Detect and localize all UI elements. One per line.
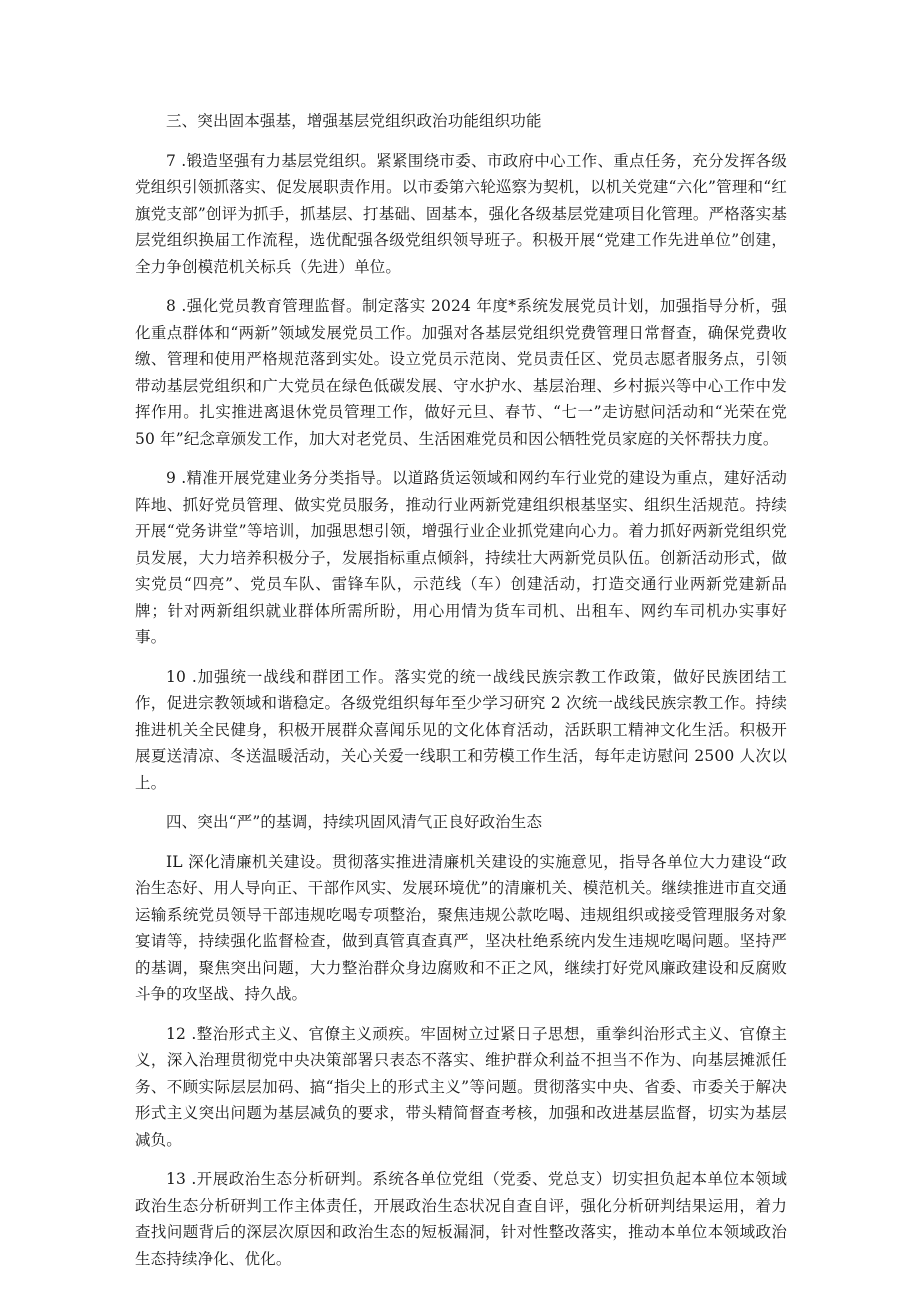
- paragraph-item-7: 7 .锻造坚强有力基层党组织。紧紧围绕市委、市政府中心工作、重点任务，充分发挥各级党组织引领抓落实、促发展职责作用。以市委第六轮巡察为契机，以机关党建“六化”管理和“红旗党支部”创评为抓手，抓基层、打基础、固基本，强化各级基层党建项目化管理。严格落实基层党组织换届工作流程，选优配强各级党组织领导班子。积极开展“党建工作先进单位”创建，全力争创模范机关标兵（先进）单位。: [135, 151, 787, 276]
- paragraph-item-11: IL 深化清廉机关建设。贯彻落实推进清廉机关建设的实施意见，指导各单位大力建设“政治生态好、用人导向正、干部作风实、发展环境优”的清廉机关、模范机关。继续推进市直交通运输系统党员领导干部违规吃喝专项整治，聚焦违规公款吃喝、违规组织或接受管理服务对象宴请等，持续强化监督检查，做到真管真查真严，坚决杜绝系统内发生违规吃喝问题。坚持严的基调，聚焦突出问题，大力整治群众身边腐败和不正之风，继续打好党风廉政建设和反腐败斗争的攻坚战、持久战。: [135, 852, 787, 1003]
- paragraph-item-9: 9 .精准开展党建业务分类指导。以道路货运领域和网约车行业党的建设为重点，建好活动阵地、抓好党员管理、做实党员服务，推动行业两新党建组织根基坚实、组织生活规范。持续开展“党务讲堂”等培训，加强思想引领，增强行业企业抓党建向心力。着力抓好两新党组织党员发展，大力培养积极分子，发展指标重点倾斜，持续壮大两新党员队伍。创新活动形式，做实党员“四亮”、党员车队、雷锋车队，示范线（车）创建活动，打造交通行业两新党建新品牌；针对两新组织就业群体所需所盼，用心用情为货车司机、出租车、网约车司机办实事好事。: [135, 469, 787, 646]
- document-body: [135, 108, 787, 1285]
- paragraph-item-12: 12 .整治形式主义、官僚主义顽疾。牢固树立过紧日子思想，重拳纠治形式主义、官僚主义，深入治理贯彻党中央决策部署只表态不落实、维护群众利益不担当不作为、向基层摊派任务、不顾实际层层加码、搞“指尖上的形式主义”等问题。贯彻落实中央、省委、市委关于解决形式主义突出问题为基层减负的要求，带头精简督查考核，加强和改进基层监督，切实为基层减负。: [135, 1024, 787, 1149]
- paragraph-item-8: 8 .强化党员教育管理监督。制定落实 2024 年度*系统发展党员计划，加强指导分析，强化重点群体和“两新”领域发展党员工作。加强对各基层党组织党费管理日常督查，确保党费收缴、管理和使用严格规范落到实处。设立党员示范岗、党员责任区、党员志愿者服务点，引领带动基层党组织和广大党员在绿色低碳发展、守水护水、基层治理、乡村振兴等中心工作中发挥作用。扎实推进离退休党员管理工作，做好元旦、春节、“七一”走访慰问活动和“光荣在党 50 年”纪念章颁发工作，加大对老党员、生活困难党员和因公牺牲党员家庭的关怀帮扶力度。: [135, 297, 787, 448]
- section-heading: 三、突出固本强基，增强基层党组织政治功能组织功能: [166, 112, 542, 130]
- section-heading: 四、突出“严”的基调，持续巩固风清气正良好政治生态: [166, 813, 543, 831]
- paragraph-item-13: 13 .开展政治生态分析研判。系统各单位党组（党委、党总支）切实担负起本单位本领域政治生态分析研判工作主体责任，开展政治生态状况自查自评，强化分析研判结果运用，着力查找问题背后的深层次原因和政治生态的短板漏洞，针对性整改落实，推动本单位本领域政治生态持续净化、优化。: [135, 1170, 787, 1268]
- paragraph-item-10: 10 .加强统一战线和群团工作。落实党的统一战线民族宗教工作政策，做好民族团结工作，促进宗教领域和谐稳定。各级党组织每年至少学习研究 2 次统一战线民族宗教工作。持续推进机关全民健身，积极开展群众喜闻乐见的文化体育活动，活跃职工精神文化生活。积极开展夏送清凉、冬送温暖活动，关心关爱一线职工和劳模工作生活，每年走访慰问 2500 人次以上。: [135, 667, 787, 792]
